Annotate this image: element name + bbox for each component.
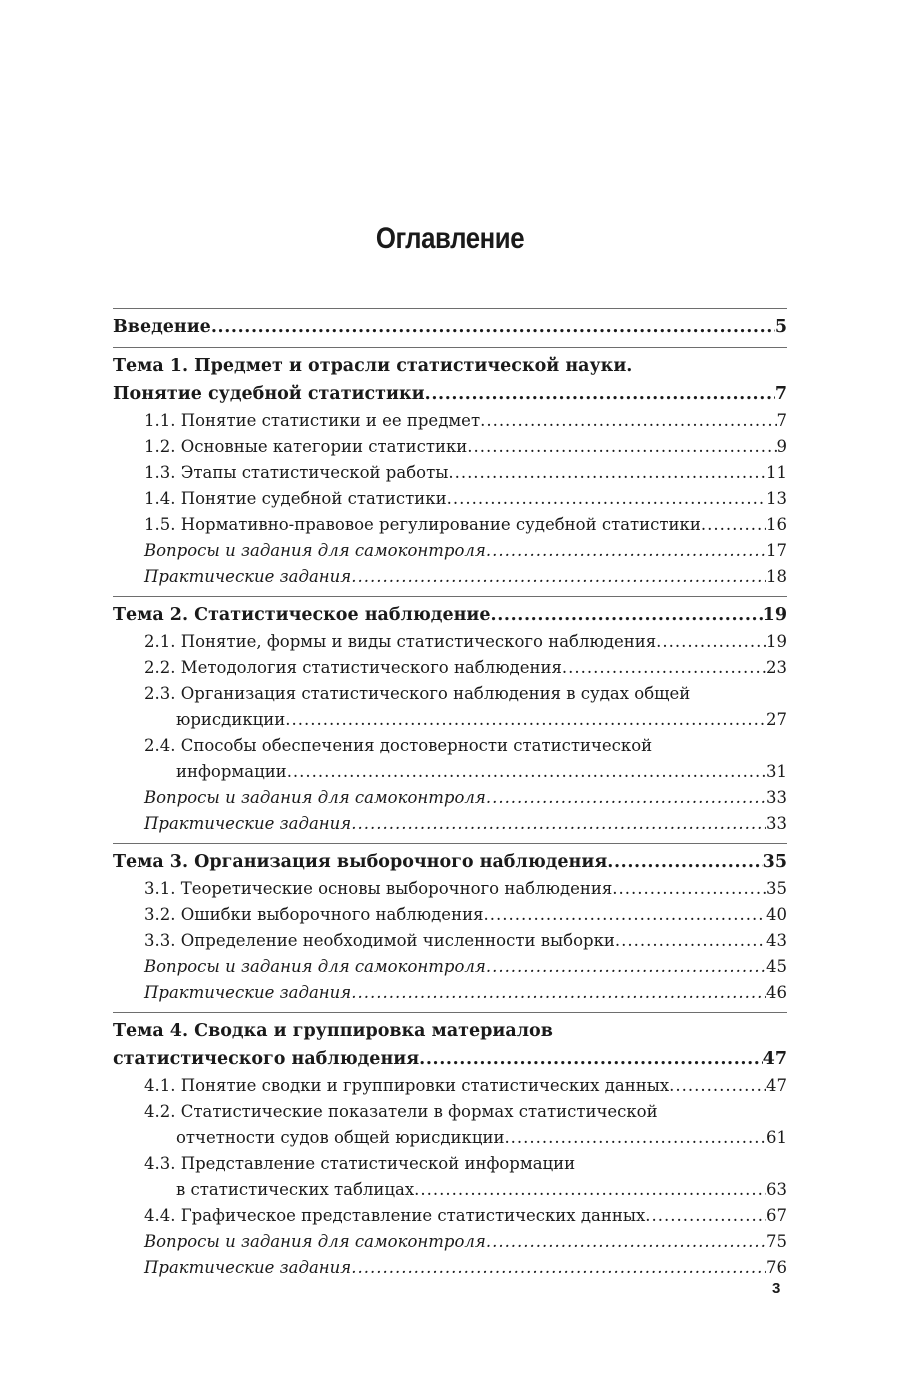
section-divider — [113, 843, 787, 844]
dot-leader — [486, 1229, 766, 1255]
toc-entry-self-check[interactable] — [113, 1229, 787, 1255]
dot-leader — [285, 707, 766, 733]
dot-leader — [612, 876, 766, 902]
toc-entry-label: Тема 3. Организация выборочного наблюдения — [113, 852, 608, 872]
toc-entry-label: Практические задания — [144, 983, 352, 1002]
toc-entry[interactable] — [113, 1125, 787, 1151]
dot-leader — [351, 564, 766, 590]
dot-leader — [414, 1177, 766, 1203]
dot-leader — [656, 629, 766, 655]
toc-entry-label: юрисдикции — [176, 710, 286, 729]
toc-page-number: 13 — [766, 489, 787, 508]
toc-entry-label: Тема 2. Статистическое наблюдение — [113, 605, 491, 625]
dot-leader — [562, 655, 766, 681]
toc-page-number: 18 — [766, 567, 787, 586]
toc-entry-practice[interactable] — [113, 564, 787, 590]
toc-page-number: 7 — [776, 411, 787, 430]
toc-entry-label: статистического наблюдения — [113, 1049, 420, 1069]
toc-page-number: 43 — [766, 931, 787, 950]
dot-leader — [486, 954, 766, 980]
toc-page-number: 35 — [762, 852, 787, 872]
toc-entry-self-check[interactable] — [113, 538, 787, 564]
toc-page-number: 67 — [766, 1206, 787, 1225]
toc-page-number: 76 — [766, 1258, 787, 1277]
section-divider — [113, 347, 787, 348]
toc-entry-label: 4.4. Графическое представление статистических данных — [144, 1206, 646, 1225]
toc-entry-label: Вопросы и задания для самоконтроля — [144, 541, 486, 560]
toc-entry-label: 2.2. Методология статистического наблюдения — [144, 658, 562, 677]
dot-leader — [211, 313, 775, 341]
toc-entry-label-line[interactable]: 2.3. Организация статистического наблюдения в судах общей — [144, 684, 691, 703]
toc-page-number: 5 — [774, 317, 787, 337]
toc-page-number: 19 — [766, 632, 787, 651]
toc-page-number: 61 — [766, 1128, 787, 1147]
toc-entry-label: информации — [176, 762, 287, 781]
toc-entry[interactable] — [113, 655, 787, 681]
dot-leader — [480, 408, 776, 434]
toc-entry[interactable] — [113, 1203, 787, 1229]
toc-page-number: 16 — [766, 515, 787, 534]
toc-entry-label: Вопросы и задания для самоконтроля — [144, 1232, 486, 1251]
toc-page-number: 17 — [766, 541, 787, 560]
section-divider — [113, 596, 787, 597]
toc-entry-label: 1.5. Нормативно-правовое регулирование судебной статистики — [144, 515, 701, 534]
toc-page-number: 47 — [766, 1076, 787, 1095]
toc-entry-label-line[interactable]: 4.2. Статистические показатели в формах статистической — [144, 1102, 658, 1121]
section-divider — [113, 1012, 787, 1013]
dot-leader — [467, 434, 776, 460]
dot-leader — [669, 1073, 766, 1099]
toc-page-number: 45 — [766, 957, 787, 976]
dot-leader — [425, 380, 775, 408]
toc-page-number: 23 — [766, 658, 787, 677]
toc-entry-label: Понятие судебной статистики — [113, 384, 425, 404]
toc-entry-label: в статистических таблицах — [176, 1180, 415, 1199]
toc-page-number: 35 — [766, 879, 787, 898]
toc-entry-label: Практические задания — [144, 567, 352, 586]
toc-entry[interactable] — [113, 1177, 787, 1203]
toc-entry-practice[interactable] — [113, 811, 787, 837]
toc-entry-label: 1.1. Понятие статистики и ее предмет — [144, 411, 481, 430]
toc-entry-label: 4.1. Понятие сводки и группировки статистических данных — [144, 1076, 670, 1095]
toc-entry-practice[interactable] — [113, 1255, 787, 1281]
toc-entry-label: Практические задания — [144, 1258, 352, 1277]
section-divider — [113, 308, 787, 309]
dot-leader — [351, 980, 766, 1006]
toc-entry[interactable] — [113, 486, 787, 512]
dot-leader — [615, 928, 766, 954]
toc-topic-4[interactable] — [113, 1045, 787, 1073]
toc-entry-label: 1.2. Основные категории статистики — [144, 437, 468, 456]
toc-entry[interactable] — [113, 460, 787, 486]
dot-leader — [448, 460, 766, 486]
toc-entry-self-check[interactable] — [113, 785, 787, 811]
toc-page-number: 27 — [766, 710, 787, 729]
toc-entry-label: Вопросы и задания для самоконтроля — [144, 957, 486, 976]
toc-entry-label: 3.2. Ошибки выборочного наблюдения — [144, 905, 484, 924]
toc-page-number: 33 — [766, 814, 787, 833]
toc-entry-label-line[interactable]: 4.3. Представление статистической информации — [144, 1154, 576, 1173]
dot-leader — [491, 601, 763, 629]
toc-entry-label: 2.1. Понятие, формы и виды статистического наблюдения — [144, 632, 657, 651]
page-title: Оглавление — [375, 222, 525, 255]
dot-leader — [351, 1255, 766, 1281]
toc-page-number: 40 — [766, 905, 787, 924]
toc-entry-label: 3.1. Теоретические основы выборочного наблюдения — [144, 879, 613, 898]
toc-entry[interactable] — [113, 876, 787, 902]
toc-entry-label: Введение — [113, 317, 211, 337]
toc-page-number: 11 — [766, 463, 787, 482]
toc-entry[interactable] — [113, 408, 787, 434]
toc-entry-label: Вопросы и задания для самоконтроля — [144, 788, 486, 807]
dot-leader — [351, 811, 766, 837]
toc-entry-intro[interactable] — [113, 313, 787, 341]
toc-entry[interactable] — [113, 512, 787, 538]
toc-entry-label-line[interactable]: 2.4. Способы обеспечения достоверности статистической — [144, 736, 653, 755]
toc-entry[interactable] — [113, 1073, 787, 1099]
dot-leader — [486, 785, 766, 811]
toc-page-number: 75 — [766, 1232, 787, 1251]
dot-leader — [483, 902, 766, 928]
dot-leader — [419, 1045, 762, 1073]
toc-entry[interactable] — [113, 707, 787, 733]
toc-topic-2[interactable] — [113, 601, 787, 629]
toc-entry-label: 1.4. Понятие судебной статистики — [144, 489, 447, 508]
toc-entry-label: Практические задания — [144, 814, 352, 833]
table-of-contents — [113, 308, 787, 1281]
toc-page-number: 31 — [766, 762, 787, 781]
toc-entry[interactable] — [113, 902, 787, 928]
page-number: 3 — [772, 1280, 781, 1297]
toc-entry[interactable] — [113, 629, 787, 655]
toc-page-number: 33 — [766, 788, 787, 807]
toc-page-number: 46 — [766, 983, 787, 1002]
dot-leader — [504, 1125, 766, 1151]
dot-leader — [701, 512, 766, 538]
toc-entry-label: 3.3. Определение необходимой численности выборки — [144, 931, 615, 950]
toc-page-number: 7 — [774, 384, 787, 404]
toc-entry-self-check[interactable] — [113, 954, 787, 980]
toc-entry-label: 1.3. Этапы статистической работы — [144, 463, 449, 482]
toc-entry[interactable] — [113, 928, 787, 954]
toc-topic-title-line[interactable]: Тема 4. Сводка и группировка материалов — [113, 1021, 553, 1041]
dot-leader — [447, 486, 766, 512]
dot-leader — [287, 759, 766, 785]
toc-page-number: 19 — [762, 605, 787, 625]
toc-topic-3[interactable] — [113, 848, 787, 876]
toc-entry[interactable] — [113, 434, 787, 460]
toc-entry[interactable] — [113, 759, 787, 785]
toc-page-number: 47 — [762, 1049, 787, 1069]
toc-topic-title-line[interactable]: Тема 1. Предмет и отрасли статистической науки. — [113, 356, 633, 376]
dot-leader — [645, 1203, 766, 1229]
dot-leader — [607, 848, 762, 876]
toc-entry-label: отчетности судов общей юрисдикции — [176, 1128, 505, 1147]
toc-entry-practice[interactable] — [113, 980, 787, 1006]
dot-leader — [486, 538, 766, 564]
toc-page-number: 9 — [776, 437, 787, 456]
toc-topic-1[interactable] — [113, 380, 787, 408]
toc-page-number: 63 — [766, 1180, 787, 1199]
